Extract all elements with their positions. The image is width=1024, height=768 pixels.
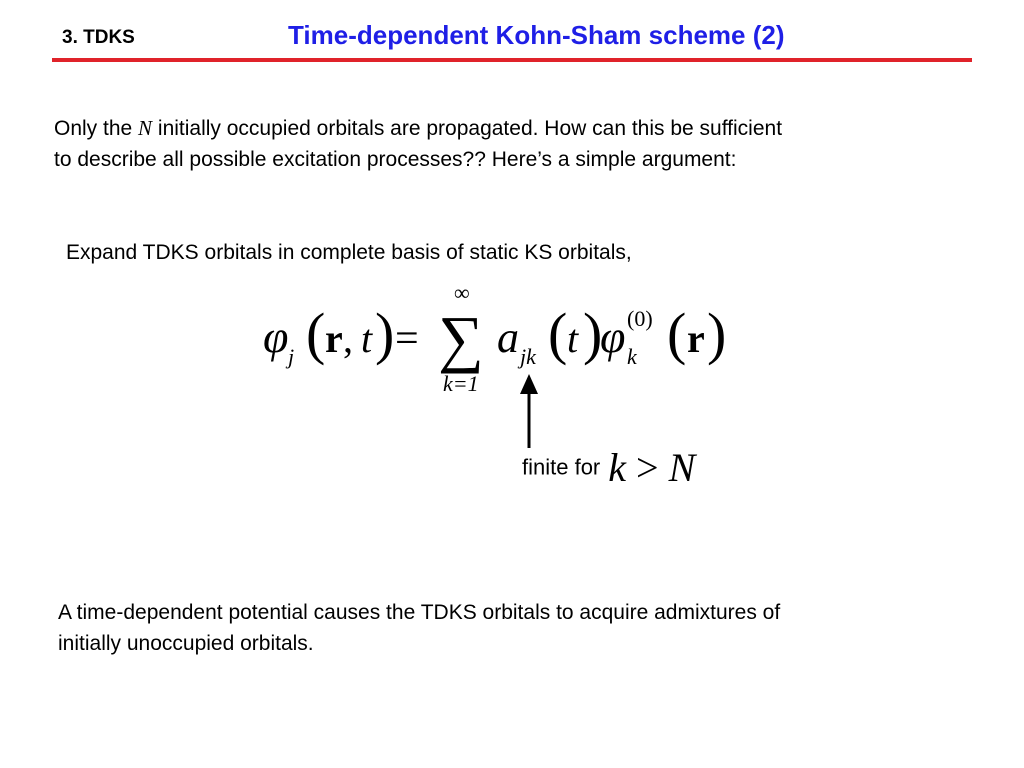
finite-condition bbox=[608, 445, 695, 490]
finite-k: k bbox=[608, 445, 627, 490]
intro-paragraph bbox=[54, 113, 782, 175]
basis-arg-r: r bbox=[687, 316, 705, 361]
conclusion-line-2: initially unoccupied orbitals. bbox=[58, 632, 314, 655]
lhs-subscript-j: j bbox=[288, 344, 295, 369]
finite-gt: > bbox=[636, 445, 659, 490]
coef-arg-t: t bbox=[567, 316, 579, 361]
coef-right-paren: ) bbox=[583, 301, 603, 366]
up-arrow-icon bbox=[510, 372, 550, 450]
conclusion-line-1: A time-dependent potential causes the TDKS orbitals to acquire admixtures of bbox=[58, 601, 781, 624]
finite-label: finite for bbox=[522, 454, 601, 480]
intro-var-n: N bbox=[138, 116, 153, 140]
basis-left-paren: ( bbox=[667, 301, 687, 366]
lhs-phi: φ bbox=[263, 311, 289, 362]
slide-title: Time-dependent Kohn-Sham scheme (2) bbox=[288, 20, 785, 50]
lhs-left-paren: ( bbox=[306, 301, 326, 366]
title-divider bbox=[52, 58, 972, 62]
sum-symbol: ∑ bbox=[438, 303, 484, 374]
lhs-r: r bbox=[325, 316, 343, 361]
basis-superscript: (0) bbox=[627, 306, 653, 331]
intro-post: initially occupied orbitals are propagated. How can this be sufficient bbox=[152, 117, 783, 140]
basis-phi: φ bbox=[600, 311, 626, 362]
intro-line-2: to describe all possible excitation processes?? Here’s a simple argument: bbox=[54, 148, 737, 171]
sum-lower-limit: k=1 bbox=[443, 371, 479, 396]
conclusion-paragraph bbox=[58, 597, 780, 659]
finite-annotation bbox=[522, 444, 695, 491]
lhs-comma: , bbox=[343, 316, 353, 361]
basis-subscript-k: k bbox=[627, 344, 637, 369]
coef-left-paren: ( bbox=[548, 301, 568, 366]
equals-sign: = bbox=[395, 316, 419, 362]
basis-right-paren: ) bbox=[707, 301, 727, 366]
finite-n: N bbox=[668, 445, 696, 490]
lhs-right-paren: ) bbox=[375, 301, 395, 366]
expand-text: Expand TDKS orbitals in complete basis of static KS orbitals, bbox=[66, 241, 632, 264]
expansion-equation bbox=[255, 280, 735, 400]
section-label: 3. TDKS bbox=[62, 27, 135, 48]
intro-pre: Only the bbox=[54, 117, 139, 140]
sum-upper-limit: ∞ bbox=[454, 280, 470, 305]
lhs-t: t bbox=[361, 316, 373, 361]
coef-a: a bbox=[497, 313, 519, 362]
coef-subscript-jk: jk bbox=[520, 344, 536, 369]
intro-line-1 bbox=[54, 113, 782, 144]
